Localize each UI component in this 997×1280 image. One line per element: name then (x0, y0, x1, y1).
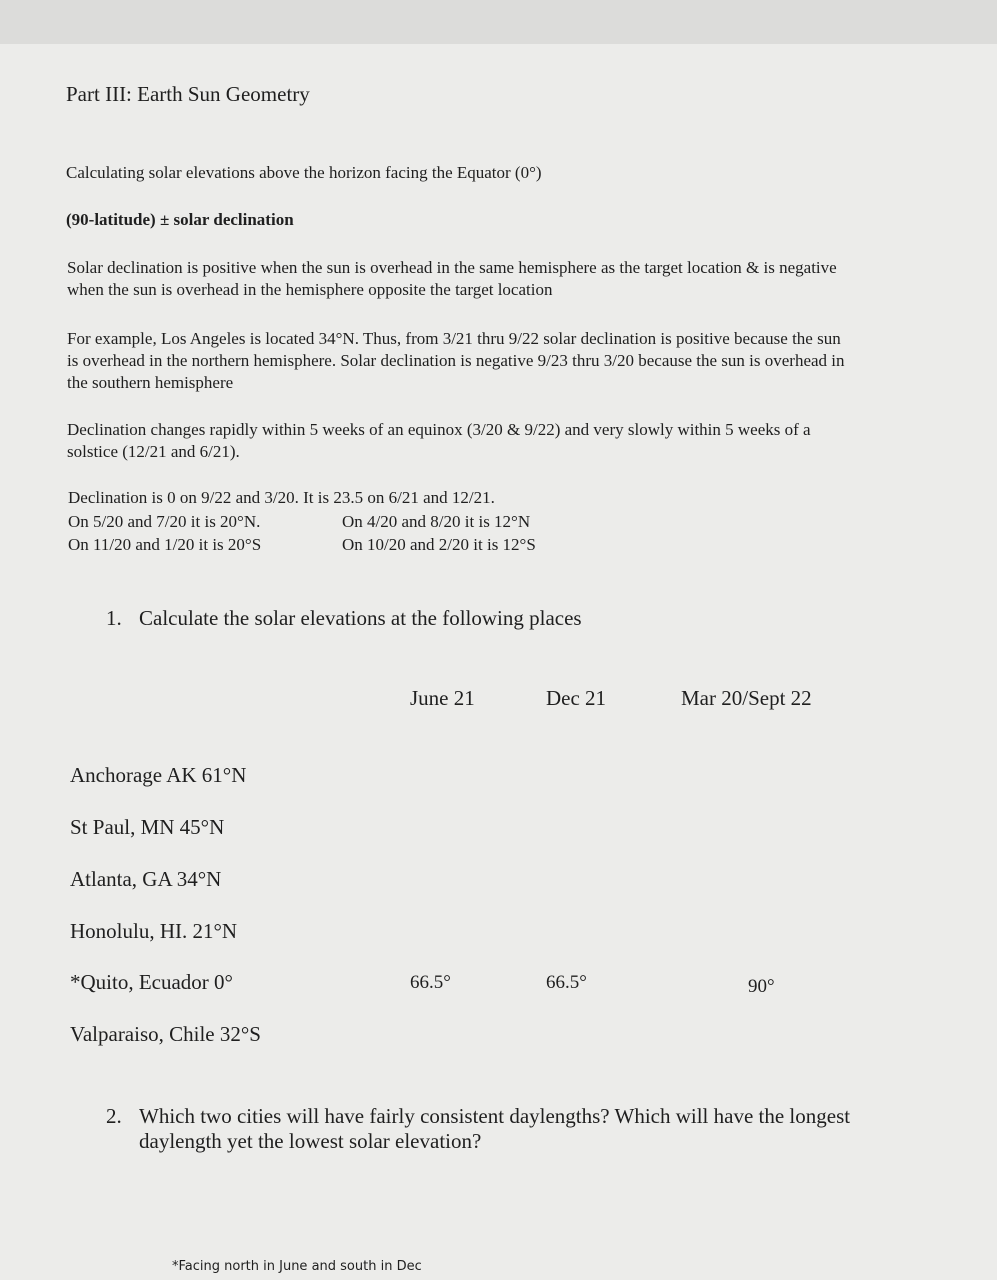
column-header-june: June 21 (410, 686, 475, 710)
city-row-label: Valparaiso, Chile 32°S (70, 1022, 261, 1046)
footnote: *Facing north in June and south in Dec (172, 1259, 422, 1274)
intro-text: Calculating solar elevations above the horizon facing the Equator (0°) (66, 163, 542, 182)
declination-line-1: Declination is 0 on 9/22 and 3/20. It is 23.5 on 6/21 and 12/21. (68, 488, 495, 507)
paragraph-line: is overhead in the northern hemisphere. Solar declination is negative 9/23 thru 3/20 because the sun is overhead in (67, 351, 845, 370)
paragraph-line: when the sun is overhead in the hemisphere opposite the target location (67, 280, 553, 299)
declination-left-3: On 11/20 and 1/20 it is 20°S (68, 535, 262, 554)
city-row-label: Atlanta, GA 34°N (70, 867, 222, 891)
column-header-dec: Dec 21 (546, 686, 607, 710)
formula-text: (90-latitude) ± solar declination (66, 210, 294, 229)
paragraph-line: For example, Los Angeles is located 34°N. Thus, from 3/21 thru 9/22 solar declination is positive because the sun (67, 329, 841, 348)
question-1-number: 1. (106, 606, 122, 630)
quito-dec-value: 66.5° (546, 972, 587, 993)
quito-equinox-value: 90° (748, 976, 775, 997)
question-1-text: Calculate the solar elevations at the following places (139, 606, 582, 630)
top-bar (0, 0, 997, 45)
city-row-label: Honolulu, HI. 21°N (70, 919, 238, 943)
question-2-number: 2. (106, 1104, 122, 1128)
declination-left-2: On 5/20 and 7/20 it is 20°N. (68, 512, 261, 531)
declination-right-2: On 4/20 and 8/20 it is 12°N (342, 512, 531, 531)
paragraph-declination-sign (67, 257, 837, 301)
city-row-label: *Quito, Ecuador 0° (70, 970, 233, 994)
city-row-label: Anchorage AK 61°N (70, 763, 247, 787)
page-title: Part III: Earth Sun Geometry (66, 82, 310, 106)
column-header-equinox: Mar 20/Sept 22 (681, 686, 812, 710)
declination-right-3: On 10/20 and 2/20 it is 12°S (342, 535, 536, 554)
quito-june-value: 66.5° (410, 972, 451, 993)
paragraph-line: Declination changes rapidly within 5 weeks of an equinox (3/20 & 9/22) and very slowly within 5 weeks of a (67, 420, 811, 439)
question-2-line-2: daylength yet the lowest solar elevation? (139, 1129, 482, 1153)
paragraph-example (67, 328, 845, 394)
city-row-label: St Paul, MN 45°N (70, 815, 225, 839)
question-2-line-1: Which two cities will have fairly consistent daylengths? Which will have the longest (139, 1104, 851, 1128)
paragraph-line: Solar declination is positive when the sun is overhead in the same hemisphere as the target location & is negative (67, 258, 837, 277)
paragraph-line: solstice (12/21 and 6/21). (67, 442, 240, 461)
paragraph-rate (67, 419, 811, 463)
paragraph-line: the southern hemisphere (67, 373, 234, 392)
